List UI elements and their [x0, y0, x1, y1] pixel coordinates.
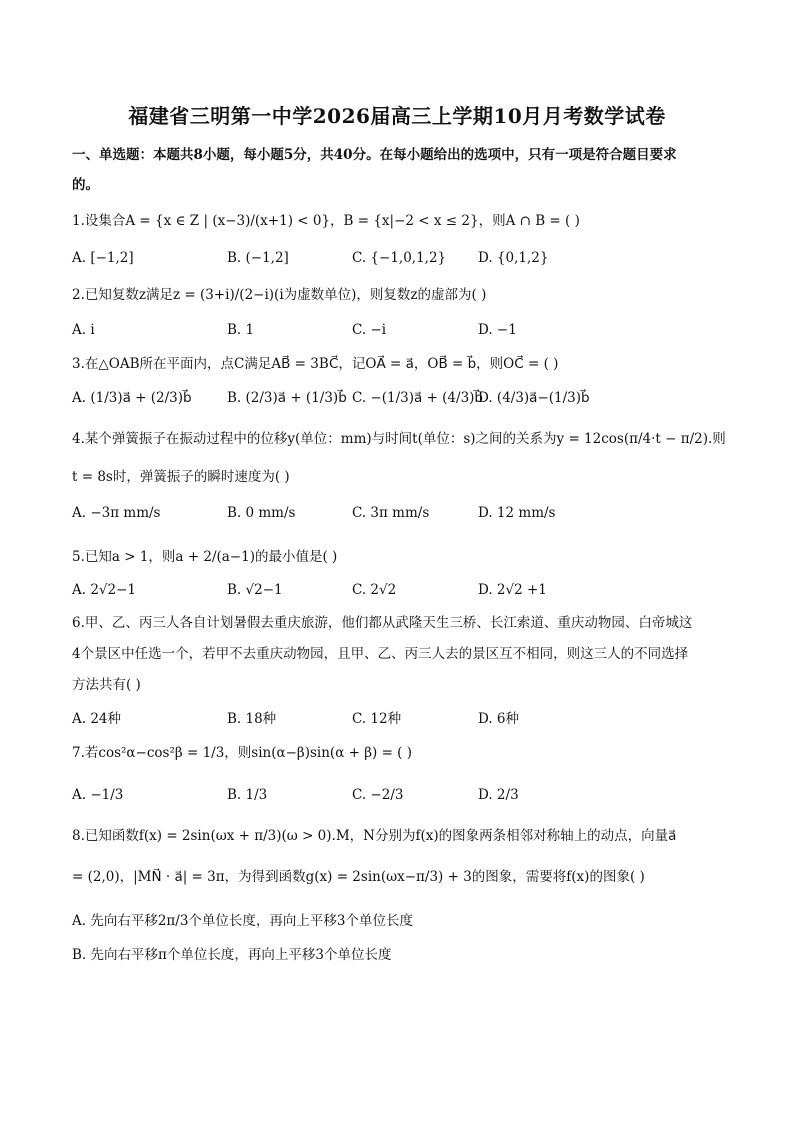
section-heading-cont: 的。	[72, 177, 99, 193]
question-3-stem: 3.在△OAB所在平面内，点C满足AB⃗ = 3BC⃗，记OA⃗ = a⃗，OB⃗ = b⃗，则OC⃗ = ( )	[72, 356, 559, 372]
option-d: D. 2/3	[478, 787, 519, 803]
option-a: A. (1/3)a⃗ + (2/3)b⃗	[72, 390, 192, 406]
option-c: C. 3π mm/s	[352, 505, 430, 521]
question-6-stem-cont: 方法共有( )	[72, 677, 141, 693]
question-4-stem-cont: t = 8s时，弹簧振子的瞬时速度为( )	[72, 469, 290, 485]
option-d: D. (4/3)a⃗−(1/3)b⃗	[478, 390, 590, 406]
section-heading: 一、单选题：本题共8小题，每小题5分，共40分。在每小题给出的选项中，只有一项是符合题目要求	[72, 147, 677, 163]
exam-title: 福建省三明第一中学2026届高三上学期10月月考数学试卷	[128, 104, 666, 128]
question-3-options	[72, 390, 732, 408]
option-c: C. −(1/3)a⃗ + (4/3)b⃗	[352, 390, 483, 406]
option-d: D. 6种	[478, 711, 520, 727]
question-1-options	[72, 250, 732, 268]
option-d: D. 12 mm/s	[478, 505, 556, 521]
question-4-options	[72, 505, 732, 523]
option-b: B. 1/3	[227, 787, 268, 803]
question-2-stem: 2.已知复数z满足z = (3+i)/(2−i)(i为虚数单位)，则复数z的虚部为( )	[72, 287, 487, 303]
option-c: C. 12种	[352, 711, 402, 727]
question-8-option-b: B. 先向右平移π个单位长度，再向上平移3个单位长度	[72, 947, 392, 963]
option-d: D. −1	[478, 322, 517, 338]
option-b: B. 18种	[227, 711, 277, 727]
option-b: B. (−1,2]	[227, 250, 289, 266]
option-a: A. i	[72, 322, 95, 338]
option-c: C. {−1,0,1,2}	[352, 250, 447, 266]
option-d: D. {0,1,2}	[478, 250, 549, 266]
question-5-stem: 5.已知a > 1，则a + 2/(a−1)的最小值是( )	[72, 549, 338, 565]
question-7-stem: 7.若cos²α−cos²β = 1/3，则sin(α−β)sin(α + β) = ( )	[72, 745, 413, 761]
option-d: D. 2√2 +1	[478, 582, 547, 598]
option-a: A. 24种	[72, 711, 122, 727]
question-1-stem: 1.设集合A = {x ∈ Z | (x−3)/(x+1) < 0}，B = {x|−2 < x ≤ 2}，则A ∩ B = ( )	[72, 213, 580, 229]
question-6-stem-cont: 4个景区中任选一个，若甲不去重庆动物园，且甲、乙、丙三人去的景区互不相同，则这三人的不同选择	[72, 646, 689, 662]
option-c: C. −i	[352, 322, 387, 338]
question-2-options	[72, 322, 732, 340]
option-b: B. √2−1	[227, 582, 283, 598]
option-a: A. 2√2−1	[72, 582, 137, 598]
option-a: A. [−1,2]	[72, 250, 134, 266]
question-7-options	[72, 787, 732, 805]
option-a: A. −3π mm/s	[72, 505, 161, 521]
question-6-stem: 6.甲、乙、丙三人各自计划暑假去重庆旅游，他们都从武隆天生三桥、长江索道、重庆动物园、白帝城这	[72, 615, 693, 631]
option-a: A. −1/3	[72, 787, 124, 803]
question-6-options	[72, 707, 732, 725]
question-5-options	[72, 582, 732, 600]
option-c: C. −2/3	[352, 787, 404, 803]
question-8-stem-cont: = (2,0)，|MN⃗ · a⃗| = 3π，为得到函数g(x) = 2sin(ωx−π/3) + 3的图象，需要将f(x)的图象( )	[72, 869, 645, 885]
question-4-stem: 4.某个弹簧振子在振动过程中的位移y(单位：mm)与时间t(单位：s)之间的关系为y = 12cos(π/4·t − π/2).则	[72, 431, 726, 447]
question-8-stem: 8.已知函数f(x) = 2sin(ωx + π/3)(ω > 0).M，N分别为f(x)的图象两条相邻对称轴上的动点，向量a⃗	[72, 828, 677, 844]
option-b: B. 1	[227, 322, 255, 338]
option-b: B. (2/3)a⃗ + (1/3)b⃗	[227, 390, 347, 406]
option-c: C. 2√2	[352, 582, 397, 598]
option-b: B. 0 mm/s	[227, 505, 296, 521]
question-8-option-a: A. 先向右平移2π/3个单位长度，再向上平移3个单位长度	[72, 913, 414, 929]
